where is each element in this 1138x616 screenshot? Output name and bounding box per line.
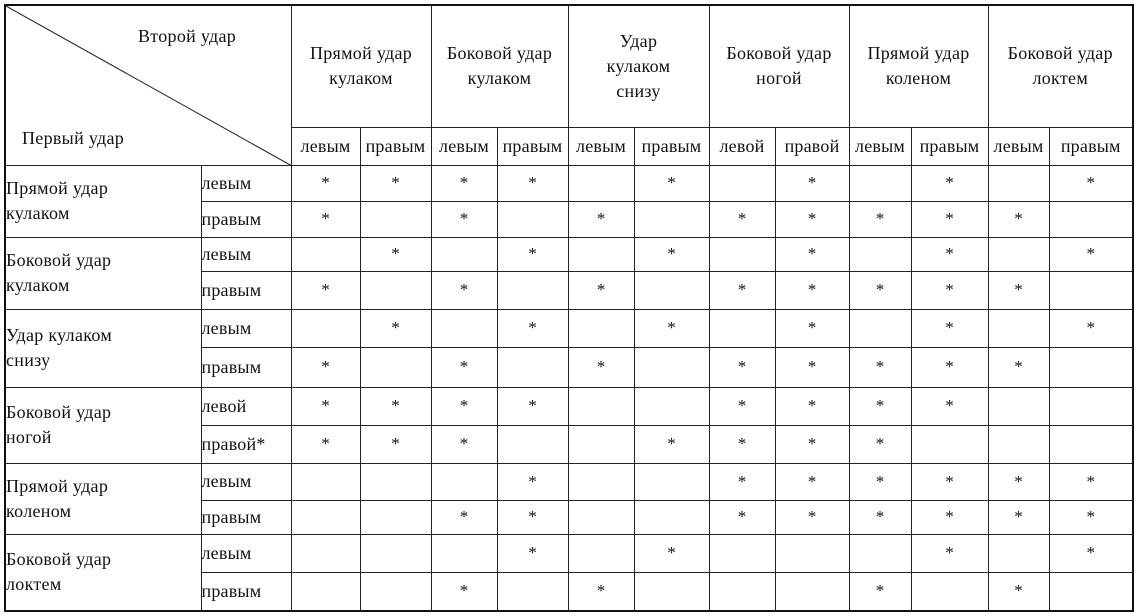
- empty-cell: [775, 534, 849, 572]
- table-row: [5, 387, 1133, 425]
- combination-mark: *: [291, 387, 360, 425]
- empty-cell: [988, 237, 1049, 271]
- row-hand-label: правым: [201, 500, 291, 534]
- column-header: [849, 5, 988, 127]
- empty-cell: [291, 463, 360, 500]
- combination-mark: *: [360, 309, 431, 347]
- combination-mark: *: [360, 387, 431, 425]
- empty-cell: [634, 500, 709, 534]
- column-header-line: снизу: [616, 80, 661, 101]
- empty-cell: [291, 572, 360, 611]
- empty-cell: [775, 572, 849, 611]
- row-hand-label: правым: [201, 271, 291, 309]
- empty-cell: [709, 572, 775, 611]
- empty-cell: [988, 387, 1049, 425]
- combination-mark: *: [634, 425, 709, 463]
- combination-mark: *: [775, 463, 849, 500]
- combination-mark: *: [709, 463, 775, 500]
- row-header-line: локтем: [6, 574, 62, 595]
- empty-cell: [634, 463, 709, 500]
- empty-cell: [291, 534, 360, 572]
- combination-mark: *: [911, 165, 988, 201]
- combination-mark: *: [431, 165, 497, 201]
- empty-cell: [849, 237, 911, 271]
- row-header-line: Боковой удар: [6, 402, 112, 422]
- empty-cell: [849, 534, 911, 572]
- combination-mark: *: [911, 309, 988, 347]
- combination-mark: *: [775, 387, 849, 425]
- combination-mark: *: [775, 347, 849, 387]
- column-subheader-hand: левым: [988, 127, 1049, 165]
- combination-mark: *: [849, 500, 911, 534]
- combination-mark: *: [634, 534, 709, 572]
- column-subheader-hand: правым: [360, 127, 431, 165]
- empty-cell: [360, 201, 431, 237]
- empty-cell: [988, 165, 1049, 201]
- empty-cell: [911, 425, 988, 463]
- column-header-line: ногой: [756, 68, 802, 89]
- empty-cell: [568, 237, 634, 271]
- empty-cell: [497, 572, 568, 611]
- combination-mark: *: [291, 271, 360, 309]
- column-subheader-hand: левой: [709, 127, 775, 165]
- column-header-line: Боковой удар: [1007, 43, 1113, 64]
- combination-mark: *: [1049, 237, 1133, 271]
- combination-mark: *: [291, 165, 360, 201]
- empty-cell: [497, 425, 568, 463]
- combination-mark: *: [775, 201, 849, 237]
- row-header-line: Боковой удар: [6, 250, 112, 270]
- empty-cell: [1049, 201, 1133, 237]
- column-subheader-hand: правым: [497, 127, 568, 165]
- empty-cell: [291, 500, 360, 534]
- column-subheader-hand: левым: [431, 127, 497, 165]
- combination-mark: *: [849, 572, 911, 611]
- table-row: [5, 534, 1133, 572]
- combination-mark: *: [431, 425, 497, 463]
- combination-mark: *: [497, 309, 568, 347]
- empty-cell: [360, 271, 431, 309]
- empty-cell: [360, 463, 431, 500]
- empty-cell: [568, 534, 634, 572]
- row-header-line: снизу: [6, 350, 51, 370]
- column-header-line: кулаком: [467, 68, 532, 89]
- combination-mark: *: [849, 271, 911, 309]
- column-header-line: кулаком: [329, 68, 393, 89]
- empty-cell: [568, 309, 634, 347]
- empty-cell: [431, 309, 497, 347]
- combination-mark: *: [431, 387, 497, 425]
- empty-cell: [1049, 387, 1133, 425]
- combination-mark: *: [497, 387, 568, 425]
- column-subheader-hand: правым: [634, 127, 709, 165]
- column-header-line: Боковой удар: [726, 43, 832, 64]
- combination-mark: *: [634, 165, 709, 201]
- empty-cell: [709, 237, 775, 271]
- combination-mark: *: [911, 271, 988, 309]
- column-subheader-hand: левым: [568, 127, 634, 165]
- combination-table-wrapper: [4, 4, 1134, 612]
- combination-mark: *: [497, 165, 568, 201]
- combination-mark: *: [497, 534, 568, 572]
- column-subheader-hand: левым: [291, 127, 360, 165]
- table-row: [5, 165, 1133, 201]
- empty-cell: [988, 309, 1049, 347]
- column-subheader-hand: левым: [849, 127, 911, 165]
- empty-cell: [497, 347, 568, 387]
- empty-cell: [1049, 425, 1133, 463]
- combination-mark: *: [1049, 309, 1133, 347]
- empty-cell: [709, 309, 775, 347]
- empty-cell: [849, 165, 911, 201]
- empty-cell: [568, 425, 634, 463]
- combination-mark: *: [1049, 463, 1133, 500]
- combination-mark: *: [634, 237, 709, 271]
- empty-cell: [911, 572, 988, 611]
- empty-cell: [497, 201, 568, 237]
- column-subheader-hand: правой: [775, 127, 849, 165]
- combination-mark: *: [849, 347, 911, 387]
- row-header-first-strike: [5, 309, 201, 387]
- combination-mark: *: [911, 463, 988, 500]
- combination-mark: *: [497, 463, 568, 500]
- column-header: [988, 5, 1133, 127]
- combination-mark: *: [988, 463, 1049, 500]
- combination-mark: *: [360, 165, 431, 201]
- row-hand-label: правым: [201, 572, 291, 611]
- empty-cell: [360, 534, 431, 572]
- combination-mark: *: [709, 271, 775, 309]
- column-header-line: коленом: [885, 68, 952, 89]
- combination-mark: *: [360, 237, 431, 271]
- empty-cell: [634, 387, 709, 425]
- table-corner-header: [5, 5, 291, 165]
- column-header-line: Боковой удар: [446, 43, 553, 64]
- column-header-line: Прямой удар: [309, 43, 413, 64]
- empty-cell: [1049, 347, 1133, 387]
- column-subheader-hand: правым: [1049, 127, 1133, 165]
- empty-cell: [360, 572, 431, 611]
- combination-mark: *: [709, 347, 775, 387]
- table-row: [5, 237, 1133, 271]
- column-header-line: кулаком: [606, 55, 671, 76]
- empty-cell: [709, 165, 775, 201]
- combination-mark: *: [568, 201, 634, 237]
- combination-mark: *: [291, 201, 360, 237]
- empty-cell: [568, 387, 634, 425]
- row-header-line: ногой: [6, 427, 52, 447]
- combination-mark: *: [568, 347, 634, 387]
- row-header-line: Прямой удар: [6, 475, 109, 496]
- row-header-first-strike: [5, 534, 201, 611]
- row-header-first-strike: [5, 463, 201, 534]
- combination-mark: *: [709, 387, 775, 425]
- empty-cell: [360, 500, 431, 534]
- row-header-first-strike: [5, 387, 201, 463]
- combination-mark: *: [568, 572, 634, 611]
- table-row: [5, 463, 1133, 500]
- combination-mark: *: [431, 500, 497, 534]
- empty-cell: [291, 237, 360, 271]
- combination-mark: *: [775, 425, 849, 463]
- combination-mark: *: [911, 387, 988, 425]
- first-strike-label: Первый удар: [22, 128, 125, 148]
- table-row: [5, 309, 1133, 347]
- combination-mark: *: [291, 347, 360, 387]
- combination-mark: *: [849, 463, 911, 500]
- empty-cell: [1049, 271, 1133, 309]
- combination-mark: *: [431, 572, 497, 611]
- row-header-line: Удар кулаком: [6, 325, 113, 345]
- empty-cell: [431, 237, 497, 271]
- combination-mark: *: [431, 271, 497, 309]
- combination-mark: *: [988, 201, 1049, 237]
- row-header-line: кулаком: [6, 203, 70, 223]
- empty-cell: [709, 534, 775, 572]
- strike-combination-table: [4, 4, 1134, 612]
- combination-mark: *: [634, 309, 709, 347]
- column-header: [709, 5, 849, 127]
- empty-cell: [291, 309, 360, 347]
- combination-mark: *: [911, 347, 988, 387]
- combination-mark: *: [988, 347, 1049, 387]
- empty-cell: [568, 165, 634, 201]
- combination-mark: *: [1049, 165, 1133, 201]
- column-header-line: Удар: [619, 30, 658, 51]
- row-hand-label: левым: [201, 534, 291, 572]
- row-hand-label: левым: [201, 237, 291, 271]
- combination-mark: *: [291, 425, 360, 463]
- empty-cell: [634, 271, 709, 309]
- column-header: [431, 5, 568, 127]
- combination-mark: *: [775, 165, 849, 201]
- combination-mark: *: [709, 201, 775, 237]
- row-header-line: коленом: [6, 500, 72, 521]
- row-hand-label: левым: [201, 165, 291, 201]
- row-header-line: Боковой удар: [6, 549, 112, 570]
- combination-mark: *: [431, 201, 497, 237]
- combination-mark: *: [911, 237, 988, 271]
- combination-mark: *: [988, 500, 1049, 534]
- row-header-first-strike: [5, 237, 201, 309]
- empty-cell: [988, 534, 1049, 572]
- combination-mark: *: [775, 500, 849, 534]
- combination-mark: *: [911, 201, 988, 237]
- column-header: [291, 5, 431, 127]
- combination-mark: *: [849, 387, 911, 425]
- combination-mark: *: [709, 500, 775, 534]
- row-header-line: кулаком: [6, 275, 70, 295]
- empty-cell: [431, 463, 497, 500]
- row-hand-label: левым: [201, 309, 291, 347]
- column-header: [568, 5, 709, 127]
- row-hand-label: правой*: [201, 425, 291, 463]
- empty-cell: [568, 500, 634, 534]
- column-header-line: локтем: [1032, 68, 1089, 89]
- empty-cell: [497, 271, 568, 309]
- empty-cell: [634, 201, 709, 237]
- empty-cell: [634, 347, 709, 387]
- row-hand-label: правым: [201, 347, 291, 387]
- row-hand-label: левым: [201, 463, 291, 500]
- row-hand-label: левой: [201, 387, 291, 425]
- empty-cell: [634, 572, 709, 611]
- row-hand-label: правым: [201, 201, 291, 237]
- combination-mark: *: [709, 425, 775, 463]
- combination-mark: *: [911, 534, 988, 572]
- combination-mark: *: [775, 237, 849, 271]
- column-header-line: Прямой удар: [867, 43, 970, 64]
- combination-mark: *: [988, 271, 1049, 309]
- combination-mark: *: [1049, 500, 1133, 534]
- combination-mark: *: [988, 572, 1049, 611]
- combination-mark: *: [431, 347, 497, 387]
- combination-mark: *: [497, 500, 568, 534]
- empty-cell: [431, 534, 497, 572]
- column-subheader-hand: правым: [911, 127, 988, 165]
- combination-mark: *: [911, 500, 988, 534]
- combination-mark: *: [775, 271, 849, 309]
- row-header-first-strike: [5, 165, 201, 237]
- combination-mark: *: [849, 425, 911, 463]
- empty-cell: [1049, 572, 1133, 611]
- combination-mark: *: [849, 201, 911, 237]
- empty-cell: [568, 463, 634, 500]
- combination-mark: *: [497, 237, 568, 271]
- empty-cell: [988, 425, 1049, 463]
- combination-mark: *: [775, 309, 849, 347]
- empty-cell: [849, 309, 911, 347]
- empty-cell: [360, 347, 431, 387]
- second-strike-label: Второй удар: [138, 26, 237, 46]
- combination-mark: *: [568, 271, 634, 309]
- combination-mark: *: [1049, 534, 1133, 572]
- combination-mark: *: [360, 425, 431, 463]
- row-header-line: Прямой удар: [6, 178, 109, 198]
